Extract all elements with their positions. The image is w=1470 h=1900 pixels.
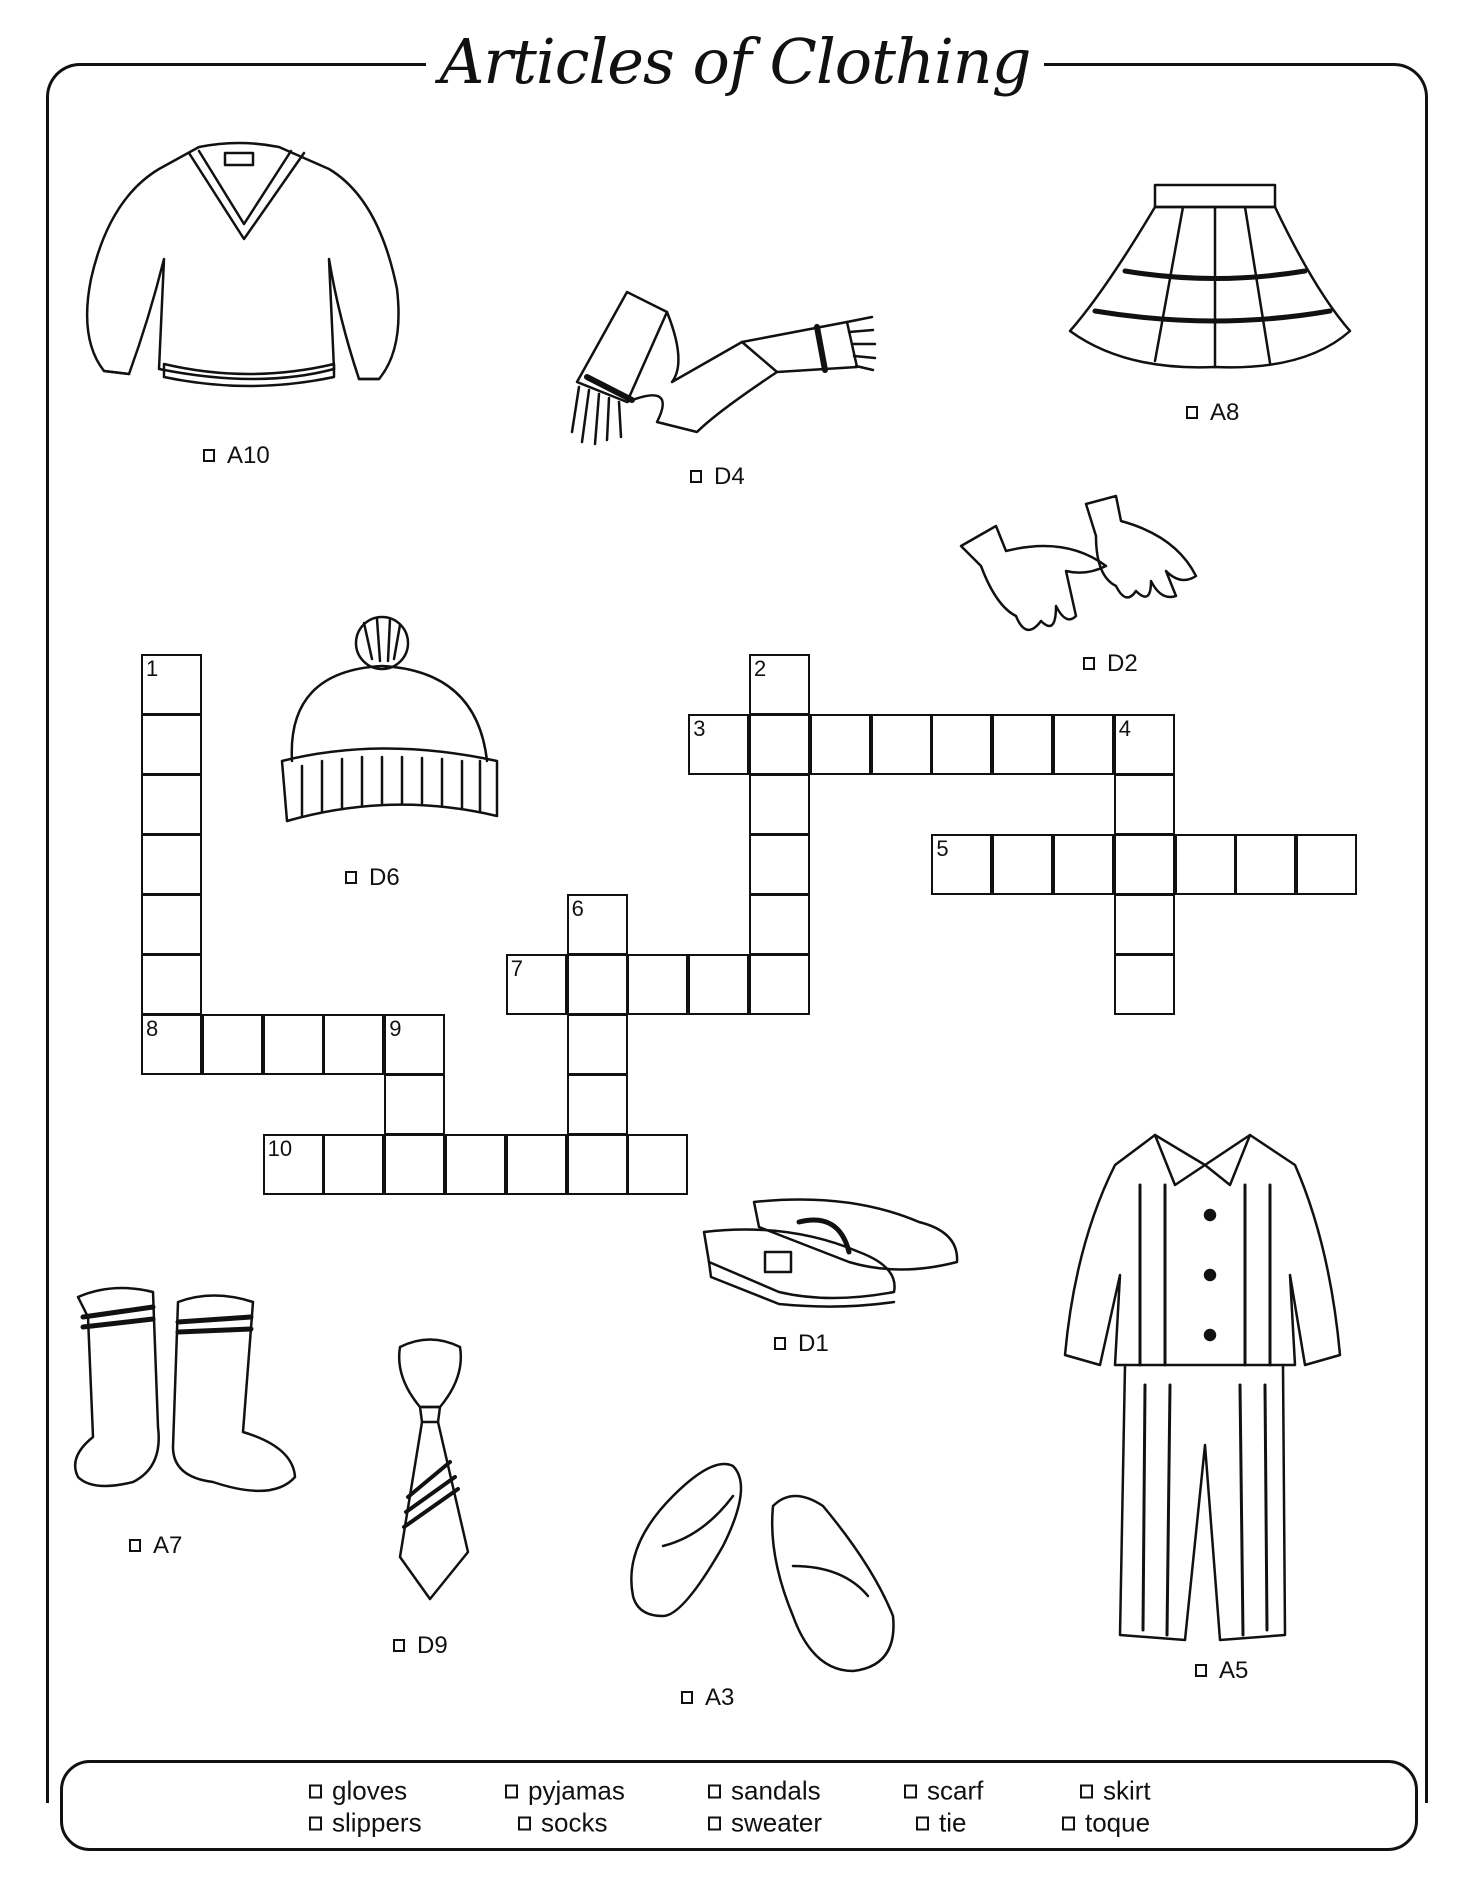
checkbox[interactable]	[129, 1539, 141, 1552]
crossword-cell[interactable]	[749, 714, 810, 775]
picture-label-sweater	[203, 442, 270, 470]
word-bank-item[interactable]	[505, 1776, 625, 1807]
picture-label-pyjamas	[1195, 1657, 1248, 1685]
tie-illustration	[390, 1337, 474, 1603]
clue-number: 1	[146, 656, 159, 681]
picture-label-slippers	[681, 1684, 734, 1712]
crossword-cell[interactable]	[749, 894, 810, 955]
checkbox[interactable]	[916, 1817, 929, 1831]
sweater-illustration	[79, 139, 411, 405]
crossword-cell[interactable]	[992, 834, 1053, 895]
gloves-illustration	[956, 496, 1204, 647]
clue-number: 7	[510, 956, 524, 981]
crossword-cell[interactable]	[445, 1134, 506, 1195]
crossword-cell[interactable]	[749, 774, 810, 835]
checkbox[interactable]	[203, 449, 215, 462]
clue-number: 2	[754, 656, 767, 681]
label-text: A5	[1219, 1657, 1249, 1684]
label-text: D6	[369, 864, 400, 891]
picture-label-socks	[129, 1532, 182, 1560]
word-text: sweater	[731, 1807, 823, 1838]
clue-number: 8	[146, 1016, 159, 1041]
word-text: slippers	[332, 1807, 422, 1838]
crossword-cell[interactable]	[749, 954, 810, 1015]
crossword-cell[interactable]	[141, 1014, 202, 1075]
crossword-cell[interactable]	[749, 654, 810, 715]
crossword-cell[interactable]	[627, 954, 688, 1015]
picture-label-toque	[345, 864, 400, 892]
crossword-cell[interactable]	[1296, 834, 1357, 895]
word-bank-item[interactable]	[708, 1776, 821, 1807]
crossword-cell[interactable]	[567, 1134, 628, 1195]
crossword-cell[interactable]	[384, 1014, 445, 1075]
word-bank-item[interactable]	[309, 1808, 422, 1839]
word-text: socks	[541, 1807, 608, 1838]
label-text: D4	[714, 463, 745, 490]
clue-number: 10	[267, 1136, 293, 1161]
checkbox[interactable]	[708, 1785, 721, 1799]
checkbox[interactable]	[774, 1337, 786, 1350]
crossword-cell[interactable]	[1053, 834, 1114, 895]
label-text: D2	[1107, 650, 1138, 677]
skirt-illustration	[1065, 181, 1355, 387]
crossword-cell[interactable]	[263, 1134, 324, 1195]
crossword-cell[interactable]	[384, 1074, 445, 1135]
word-bank	[60, 1760, 1418, 1851]
label-text: D1	[798, 1330, 829, 1357]
crossword-cell[interactable]	[323, 1014, 384, 1075]
crossword-cell[interactable]	[871, 714, 932, 775]
clue-number: 3	[693, 716, 706, 741]
clue-number: 6	[571, 896, 584, 921]
pyjamas-illustration	[1055, 1125, 1349, 1652]
crossword-cell[interactable]	[263, 1014, 324, 1075]
crossword-cell[interactable]	[992, 714, 1053, 775]
crossword-cell[interactable]	[1114, 894, 1175, 955]
crossword-cell[interactable]	[931, 714, 992, 775]
picture-label-gloves	[1083, 650, 1138, 678]
crossword-cell[interactable]	[749, 834, 810, 895]
crossword-cell[interactable]	[141, 834, 202, 895]
word-bank-item[interactable]	[1080, 1776, 1151, 1807]
sandals-illustration	[699, 1192, 962, 1307]
crossword-cell[interactable]	[141, 894, 202, 955]
scarf-illustration	[557, 272, 877, 466]
word-bank-item[interactable]	[904, 1776, 983, 1807]
checkbox[interactable]	[309, 1785, 322, 1799]
picture-label-sandals	[774, 1330, 829, 1358]
crossword-cell[interactable]	[506, 1134, 567, 1195]
page-title: Articles of Clothing	[426, 22, 1045, 102]
picture-label-scarf	[690, 463, 745, 491]
crossword-cell[interactable]	[1114, 714, 1175, 775]
word-bank-item[interactable]	[518, 1808, 607, 1839]
word-bank-item[interactable]	[916, 1808, 966, 1839]
crossword-cell[interactable]	[141, 774, 202, 835]
crossword-cell[interactable]	[567, 1074, 628, 1135]
label-text: A10	[227, 442, 270, 469]
word-bank-item[interactable]	[1062, 1808, 1150, 1839]
crossword-cell[interactable]	[1053, 714, 1114, 775]
crossword-cell[interactable]	[323, 1134, 384, 1195]
socks-illustration	[73, 1277, 296, 1519]
crossword-cell[interactable]	[567, 894, 628, 955]
checkbox[interactable]	[708, 1817, 721, 1831]
checkbox[interactable]	[1195, 1664, 1207, 1677]
crossword-cell[interactable]	[141, 714, 202, 775]
crossword-cell[interactable]	[931, 834, 992, 895]
word-text: toque	[1085, 1807, 1151, 1838]
crossword-cell[interactable]	[1114, 954, 1175, 1015]
crossword-cell[interactable]	[1175, 834, 1236, 895]
word-text: pyjamas	[528, 1775, 625, 1806]
word-bank-item[interactable]	[309, 1776, 407, 1807]
slippers-illustration	[623, 1446, 901, 1676]
clue-number: 5	[936, 836, 949, 861]
crossword-cell[interactable]	[202, 1014, 263, 1075]
checkbox[interactable]	[345, 871, 357, 884]
label-text: A7	[153, 1532, 183, 1559]
crossword-cell[interactable]	[688, 954, 749, 1015]
crossword-cell[interactable]	[688, 714, 749, 775]
crossword-cell[interactable]	[141, 654, 202, 715]
word-text: skirt	[1103, 1775, 1151, 1806]
checkbox[interactable]	[505, 1785, 518, 1799]
word-text: scarf	[927, 1775, 984, 1806]
crossword-cell[interactable]	[141, 954, 202, 1015]
checkbox[interactable]	[1062, 1817, 1075, 1831]
checkbox[interactable]	[681, 1691, 693, 1704]
word-text: tie	[939, 1807, 967, 1838]
crossword-cell[interactable]	[1114, 834, 1175, 895]
toque-illustration	[272, 611, 508, 841]
crossword-cell[interactable]	[567, 1014, 628, 1075]
crossword-cell[interactable]	[1235, 834, 1296, 895]
picture-label-skirt	[1186, 399, 1239, 427]
picture-label-tie	[393, 1632, 448, 1660]
clue-number: 9	[389, 1016, 402, 1041]
checkbox[interactable]	[904, 1785, 917, 1799]
crossword-cell[interactable]	[567, 954, 628, 1015]
label-text: D9	[417, 1632, 448, 1659]
word-text: gloves	[332, 1775, 408, 1806]
label-text: A3	[705, 1684, 735, 1711]
clue-number: 4	[1118, 716, 1132, 741]
checkbox[interactable]	[1080, 1785, 1093, 1799]
crossword-cell[interactable]	[506, 954, 567, 1015]
checkbox[interactable]	[690, 470, 702, 483]
checkbox[interactable]	[518, 1817, 531, 1831]
crossword-cell[interactable]	[810, 714, 871, 775]
word-text: sandals	[731, 1775, 821, 1806]
checkbox[interactable]	[1083, 657, 1095, 670]
label-text: A8	[1210, 399, 1240, 426]
crossword-cell[interactable]	[384, 1134, 445, 1195]
checkbox[interactable]	[1186, 406, 1198, 419]
checkbox[interactable]	[393, 1639, 405, 1652]
crossword-cell[interactable]	[627, 1134, 688, 1195]
crossword-cell[interactable]	[1114, 774, 1175, 835]
checkbox[interactable]	[309, 1817, 322, 1831]
word-bank-item[interactable]	[708, 1808, 822, 1839]
